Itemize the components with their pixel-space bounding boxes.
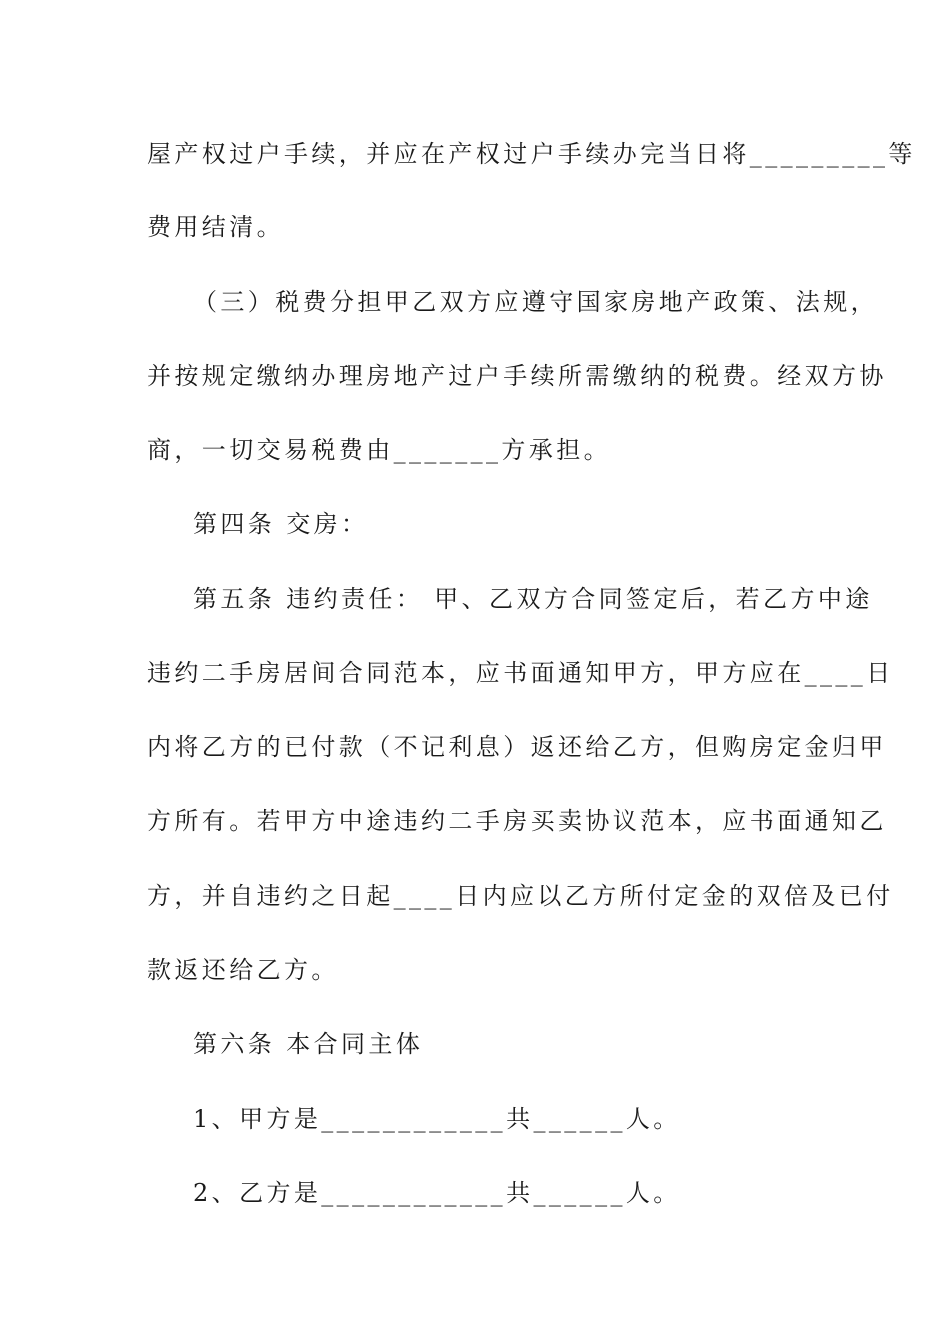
paragraph-line: （三）税费分担甲乙双方应遵守国家房地产政策、法规， bbox=[193, 288, 878, 316]
paragraph-line: 款返还给乙方。 bbox=[147, 956, 339, 984]
paragraph-line: 屋产权过户手续，并应在产权过户手续办完当日将_________等 bbox=[147, 140, 916, 168]
paragraph-line: 内将乙方的已付款（不记利息）返还给乙方，但购房定金归甲 bbox=[147, 733, 887, 761]
paragraph-line: 商，一切交易税费由_______方承担。 bbox=[147, 436, 611, 464]
paragraph-line: 并按规定缴纳办理房地产过户手续所需缴纳的税费。经双方协 bbox=[147, 362, 887, 390]
paragraph-line: 方，并自违约之日起____日内应以乙方所付定金的双倍及已付 bbox=[147, 882, 894, 910]
paragraph-line: 违约二手房居间合同范本，应书面通知甲方，甲方应在____日 bbox=[147, 659, 894, 687]
paragraph-line: 费用结清。 bbox=[147, 213, 284, 241]
paragraph-line: 方所有。若甲方中途违约二手房买卖协议范本，应书面通知乙 bbox=[147, 807, 887, 835]
list-item: 1、甲方是____________共______人。 bbox=[193, 1105, 681, 1133]
article-heading: 第六条 本合同主体 bbox=[193, 1030, 424, 1058]
article-heading: 第四条 交房： bbox=[193, 510, 369, 538]
article-heading: 第五条 违约责任： 甲、乙双方合同签定后，若乙方中途 bbox=[193, 585, 873, 613]
list-item: 2、乙方是____________共______人。 bbox=[193, 1179, 681, 1207]
